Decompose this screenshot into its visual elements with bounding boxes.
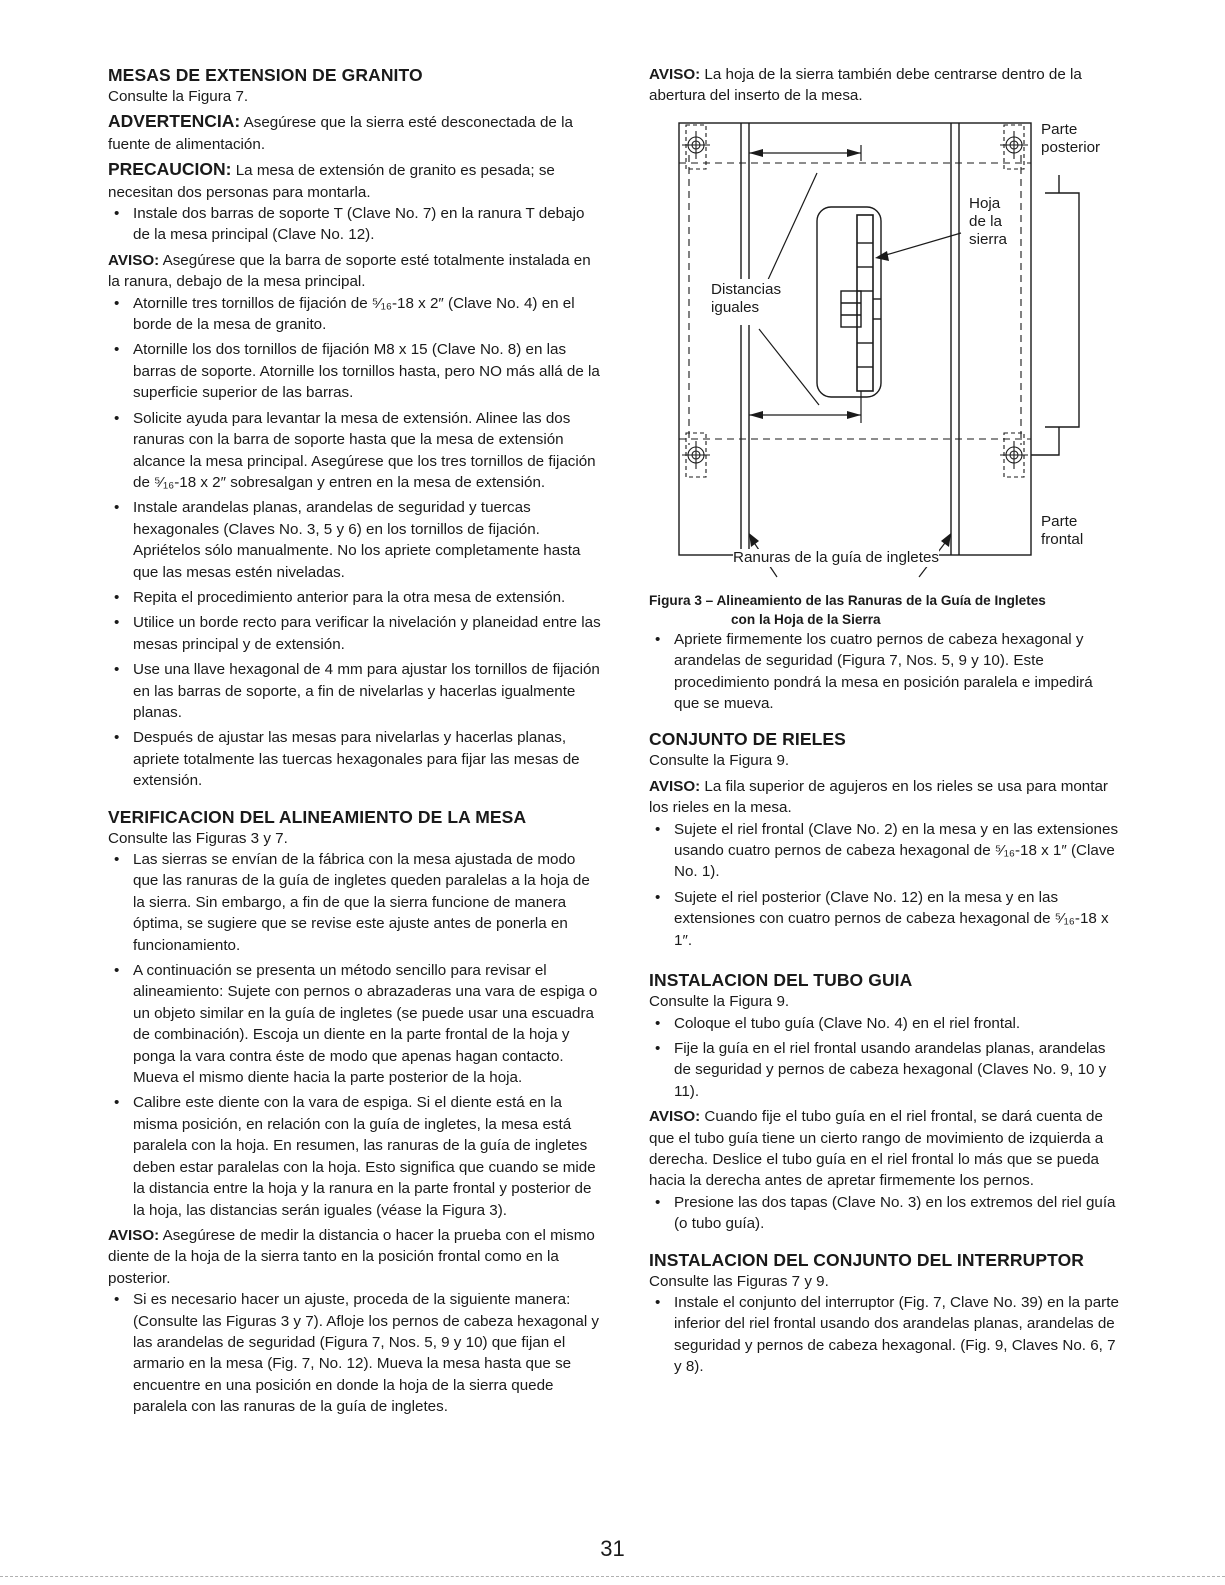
label-line: iguales xyxy=(711,298,760,316)
heading-rieles: CONJUNTO DE RIELES xyxy=(649,729,846,750)
caption-line-1: Figura 3 – Alineamiento de las Ranuras de la Guía de Ingletes xyxy=(649,592,1046,608)
advertencia-paragraph xyxy=(108,111,602,155)
list-item: • Repita el procedimiento anterior para la otra mesa de extensión. xyxy=(108,587,602,608)
bullet-list-6 xyxy=(649,819,1119,951)
throat-plate-opening xyxy=(817,207,881,397)
bullet-list-8 xyxy=(649,1192,1119,1235)
bolt-symbol xyxy=(1000,125,1028,169)
precaucion-label: PRECAUCION: xyxy=(108,159,232,180)
bullet-list-7 xyxy=(649,1013,1119,1103)
aviso-label: AVISO: xyxy=(108,251,160,269)
label-distancias-iguales xyxy=(711,281,781,317)
page-bottom-rule xyxy=(0,1576,1225,1577)
left-column xyxy=(108,64,602,1418)
page-number: 31 xyxy=(600,1536,625,1561)
aviso-label: AVISO: xyxy=(649,66,701,83)
aviso-text: Cuando fije el tubo guía en el riel frontal, se dará cuenta de que el tubo guía tiene un cierto rango de movimiento de izquierda a derecha. Deslice el tubo guía en el riel frontal lo más que se pueda hacia la derecha antes de apretar firmemente los pernos. xyxy=(649,1108,1104,1190)
motor-housing xyxy=(1045,193,1079,427)
list-item: • Apriete firmemente los cuatro pernos de cabeza hexagonal y arandelas de seguridad (Figura 7, Nos. 5, 9 y 10). Este procedimiento pondrá la mesa en posición paralela e impedirá que se mueva. xyxy=(649,629,1119,715)
aviso-paragraph-5 xyxy=(649,1106,1119,1192)
label-line: posterior xyxy=(1041,138,1101,156)
list-item: • Instale el conjunto del interruptor (Fig. 7, Clave No. 39) en la parte inferior del riel frontal usando dos arandelas planas, arandelas de seguridad y pernos de cabeza hexagonal. (Fig. 9, Claves No. 6, 7 y 8). xyxy=(649,1292,1119,1378)
list-item: • Solicite ayuda para levantar la mesa de extensión. Alinee las dos ranuras con la barra de soporte hasta que la mesa de extensión alcance la mesa principal. Asegúrese que los tres tornillos de fijación de ⁵⁄₁₆-18 x 2″ sobresalgan y entren en la mesa de extensión. xyxy=(108,408,602,494)
aviso-text: Asegúrese que la barra de soporte esté totalmente instalada en la ranura, debajo de la mesa principal. xyxy=(108,251,591,291)
bullet-list-9 xyxy=(649,1292,1119,1378)
precaucion-paragraph xyxy=(108,159,602,203)
aviso-paragraph-4 xyxy=(649,776,1119,819)
bullet-list-5 xyxy=(649,629,1119,715)
list-item: • Atornille tres tornillos de fijación de ⁵⁄₁₆-18 x 2″ (Clave No. 4) en el borde de la mesa de granito. xyxy=(108,293,602,336)
aviso-paragraph-2 xyxy=(108,1225,602,1289)
list-item: • Presione las dos tapas (Clave No. 3) en los extremos del riel guía (o tubo guía). xyxy=(649,1192,1119,1235)
label-line: sierra xyxy=(969,230,1007,248)
ref-figura-9: Consulte la Figura 9. xyxy=(649,993,790,1011)
advertencia-text: Asegúrese que la sierra esté desconectada de la fuente de alimentación. xyxy=(108,114,573,153)
list-item: • Utilice un borde recto para verificar la nivelación y planeidad entre las mesas principal y de extensión. xyxy=(108,612,602,655)
label-line: Hoja xyxy=(969,194,1001,212)
table-outline xyxy=(679,123,1031,555)
list-item: • Las sierras se envían de la fábrica con la mesa ajustada de modo que las ranuras de la guía de ingletes queden paralelas a la hoja de la sierra. Sin embargo, a fin de que la sierra funcione de manera óptima, se sugiere que se revise este ajuste antes de ponerla en funcionamiento. xyxy=(108,849,602,956)
heading-granito: MESAS DE EXTENSION DE GRANITO xyxy=(108,65,423,85)
ref-figura-9: Consulte la Figura 9. xyxy=(649,752,790,770)
side-frame xyxy=(1031,427,1059,455)
list-item: • Atornille los dos tornillos de fijación M8 x 15 (Clave No. 8) en las barras de soporte. Atornille los tornillos hasta, pero NO más allá de la superficie superior de las barras. xyxy=(108,339,602,403)
aviso-paragraph-3 xyxy=(649,64,1119,107)
precaucion-text: La mesa de extensión de granito es pesada; se necesitan dos personas para montarla. xyxy=(108,162,555,201)
heading-verificacion: VERIFICACION DEL ALINEAMIENTO DE LA MESA xyxy=(108,806,527,827)
bullet-list-3 xyxy=(108,849,602,1221)
list-item: • Instale dos barras de soporte T (Clave No. 7) en la ranura T debajo de la mesa principal (Clave No. 12). xyxy=(108,203,602,246)
advertencia-label: ADVERTENCIA: xyxy=(108,111,241,132)
list-item: • Use una llave hexagonal de 4 mm para ajustar los tornillos de fijación en las barras de soporte, a fin de nivelarlas y hacerlas igualmente planas. xyxy=(108,659,602,723)
label-hoja-de-la-sierra xyxy=(969,195,1007,249)
bullet-list-2 xyxy=(108,293,602,792)
bolt-symbol xyxy=(682,125,710,169)
heading-tubo-guia: INSTALACION DEL TUBO GUIA xyxy=(649,970,913,991)
aviso-label: AVISO: xyxy=(649,777,701,795)
list-item: • Si es necesario hacer un ajuste, proceda de la siguiente manera: (Consulte las Figuras 3 y 7). Afloje los pernos de cabeza hexagonal y las arandelas de seguridad (Figura 7, Nos. 5, 9 y 10) que fijan el armario en la mesa (Fig. 7, No. 12). Mueva la mesa hasta que se encuentre en una posición en donde la hoja de la sierra quede paralela con las ranuras de la guía de ingletes. xyxy=(108,1289,602,1417)
ref-figura-7: Consulte la Figura 7. xyxy=(108,88,249,105)
label-parte-frontal xyxy=(1041,513,1083,549)
ref-figuras-7-9: Consulte las Figuras 7 y 9. xyxy=(649,1272,829,1290)
bullet-list-4 xyxy=(108,1289,602,1417)
label-line: de la xyxy=(969,212,1002,230)
aviso-paragraph-1 xyxy=(108,250,602,293)
bolt-symbol xyxy=(1000,433,1028,477)
aviso-text: La fila superior de agujeros en los rieles se usa para montar los rieles en la mesa. xyxy=(649,777,1108,817)
figure-3-diagram xyxy=(649,115,1119,585)
caption-line-2: con la Hoja de la Sierra xyxy=(731,611,881,627)
list-item: • Fije la guía en el riel frontal usando arandelas planas, arandelas de seguridad y pernos de cabeza hexagonal (Claves No. 9, 10 y 11). xyxy=(649,1038,1119,1102)
label-parte-posterior xyxy=(1041,121,1100,157)
arbor-nut xyxy=(841,291,861,327)
list-item: • Coloque el tubo guía (Clave No. 4) en el riel frontal. xyxy=(649,1013,1119,1034)
right-column xyxy=(649,64,1119,1378)
list-item: • A continuación se presenta un método sencillo para revisar el alineamiento: Sujete con pernos o abrazaderas una vara de espiga o un objeto similar en la guía de ingletes (se puede usar una escuadra de combinación). Escoja un diente en la parte frontal de la hoja y ponga la vara contra éste de modo que apenas hagan contacto. Mueva el mismo diente hacia la parte posterior de la hoja. xyxy=(108,960,602,1088)
bolt-symbol xyxy=(682,433,710,477)
list-item: • Sujete el riel frontal (Clave No. 2) en la mesa y en las extensiones usando cuatro pernos de cabeza hexagonal de ⁵⁄₁₆-18 x 1″ (Clave No. 1). xyxy=(649,819,1119,883)
list-item: • Instale arandelas planas, arandelas de seguridad y tuercas hexagonales (Claves No. 3, 5 y 6) en los tornillos de fijación. Apriételos sólo manualmente. No los apriete completamente hasta que las mesas estén niveladas. xyxy=(108,497,602,583)
ref-figuras-3-7: Consulte las Figuras 3 y 7. xyxy=(108,829,288,847)
list-item: • Sujete el riel posterior (Clave No. 12) en la mesa y en las extensiones con cuatro pernos de cabeza hexagonal de ⁵⁄₁₆-18 x 1″. xyxy=(649,887,1119,951)
label-ranuras-guia: Ranuras de la guía de ingletes xyxy=(733,548,940,566)
list-item: • Después de ajustar las mesas para nivelarlas y hacerlas planas, apriete totalmente las tuercas hexagonales para fijar las mesas de extensión. xyxy=(108,727,602,791)
heading-interruptor: INSTALACION DEL CONJUNTO DEL INTERRUPTOR xyxy=(649,1249,1085,1270)
label-line: frontal xyxy=(1041,530,1084,548)
bullet-list-1 xyxy=(108,203,602,246)
aviso-text: Asegúrese de medir la distancia o hacer la prueba con el mismo diente de la hoja de la sierra tanto en la posición frontal como en la posterior. xyxy=(108,1226,595,1287)
aviso-label: AVISO: xyxy=(649,1108,701,1126)
label-line: Parte xyxy=(1041,120,1078,138)
list-item: • Calibre este diente con la vara de espiga. Si el diente está en la misma posición, en relación con la guía de ingletes, la mesa está paralela con la hoja. En resumen, las ranuras de la guía de ingletes deben estar paralelas con la hoja. Esto significa que cuando se mide la distancia entre la hoja y la ranura en la parte frontal y posterior de la hoja, las distancias serán iguales (véase la Figura 3). xyxy=(108,1092,602,1220)
aviso-text: La hoja de la sierra también debe centrarse dentro de la abertura del inserto de la mesa. xyxy=(649,66,1082,105)
label-line: Distancias xyxy=(711,280,782,298)
label-line: Parte xyxy=(1041,512,1078,530)
aviso-label: AVISO: xyxy=(108,1226,160,1244)
figure-caption xyxy=(649,591,1119,629)
